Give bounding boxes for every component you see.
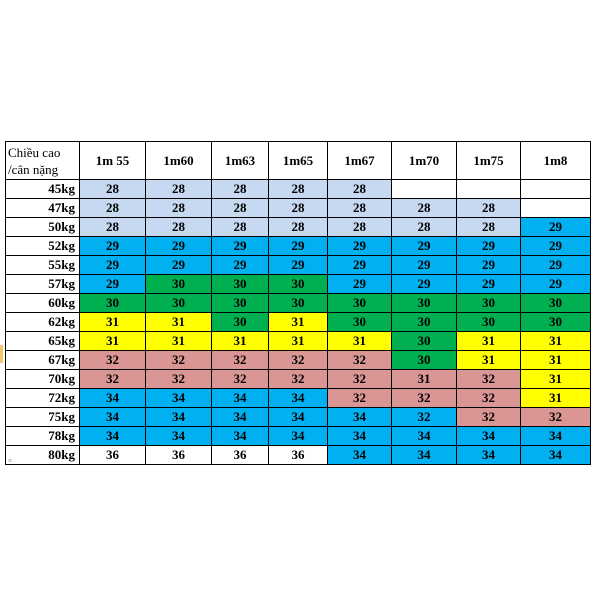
size-cell[interactable]: 29 (269, 237, 328, 256)
column-header[interactable]: 1m 55 (80, 142, 146, 180)
size-cell[interactable]: 30 (392, 294, 457, 313)
size-cell[interactable]: 28 (328, 180, 392, 199)
size-cell[interactable]: 28 (80, 199, 146, 218)
size-cell[interactable]: 34 (212, 389, 269, 408)
size-cell[interactable]: 32 (80, 351, 146, 370)
size-cell[interactable]: 34 (328, 446, 392, 465)
size-cell[interactable]: 36 (146, 446, 212, 465)
size-cell[interactable]: 30 (212, 313, 269, 332)
size-cell[interactable]: 29 (457, 275, 521, 294)
size-cell[interactable]: 28 (328, 199, 392, 218)
column-header[interactable]: 1m67 (328, 142, 392, 180)
size-cell[interactable]: 32 (392, 389, 457, 408)
size-cell[interactable]: 32 (212, 351, 269, 370)
table-row (6, 237, 591, 256)
size-cell[interactable]: 31 (521, 351, 591, 370)
size-cell[interactable]: 32 (392, 408, 457, 427)
row-header-weight[interactable]: 45kg (6, 180, 80, 199)
size-cell[interactable]: 29 (328, 275, 392, 294)
size-cell[interactable]: 29 (328, 237, 392, 256)
size-cell[interactable]: 34 (146, 427, 212, 446)
row-header-weight[interactable]: 65kg (6, 332, 80, 351)
table-row (6, 351, 591, 370)
size-cell[interactable]: 28 (146, 199, 212, 218)
table-row (6, 199, 591, 218)
size-cell[interactable]: 30 (521, 294, 591, 313)
size-cell[interactable]: 36 (269, 446, 328, 465)
row-header-weight[interactable]: 50kg (6, 218, 80, 237)
size-cell[interactable]: 29 (521, 256, 591, 275)
corner-header (6, 142, 80, 180)
size-cell[interactable]: 34 (80, 408, 146, 427)
table-row (6, 408, 591, 427)
size-cell[interactable]: 28 (269, 199, 328, 218)
size-cell[interactable]: 31 (146, 332, 212, 351)
table-row (6, 180, 591, 199)
size-cell[interactable]: 30 (269, 294, 328, 313)
column-header[interactable]: 1m70 (392, 142, 457, 180)
size-cell[interactable]: 34 (269, 427, 328, 446)
size-cell[interactable]: 34 (269, 389, 328, 408)
size-cell[interactable]: 32 (457, 370, 521, 389)
size-cell[interactable]: 28 (269, 180, 328, 199)
size-chart-table (5, 141, 591, 465)
size-cell[interactable]: 28 (392, 218, 457, 237)
row-header-weight[interactable]: 67kg (6, 351, 80, 370)
size-cell[interactable]: 34 (146, 389, 212, 408)
size-cell[interactable]: 32 (146, 351, 212, 370)
size-cell[interactable]: 32 (457, 389, 521, 408)
size-cell[interactable]: 32 (328, 370, 392, 389)
size-cell[interactable]: 30 (269, 275, 328, 294)
row-header-weight[interactable]: 72kg (6, 389, 80, 408)
size-cell[interactable]: 29 (392, 256, 457, 275)
size-cell[interactable]: 29 (269, 256, 328, 275)
size-cell[interactable]: 28 (212, 218, 269, 237)
size-cell[interactable]: 34 (392, 427, 457, 446)
column-header[interactable]: 1m65 (269, 142, 328, 180)
size-cell[interactable]: 29 (457, 256, 521, 275)
table-row (6, 294, 591, 313)
size-cell[interactable]: 30 (521, 313, 591, 332)
size-cell[interactable]: 29 (521, 275, 591, 294)
size-cell[interactable]: 30 (328, 313, 392, 332)
table-row (6, 389, 591, 408)
size-cell[interactable]: 28 (212, 180, 269, 199)
header-row (6, 142, 591, 180)
table-row (6, 313, 591, 332)
table-row (6, 332, 591, 351)
size-cell[interactable]: 30 (392, 351, 457, 370)
size-cell[interactable]: 29 (212, 237, 269, 256)
corner-line-1: Chiều cao (8, 144, 61, 160)
table-row (6, 427, 591, 446)
row-header-weight[interactable]: 75kg (6, 408, 80, 427)
size-cell[interactable]: 30 (328, 294, 392, 313)
size-cell[interactable]: 29 (521, 218, 591, 237)
size-cell[interactable]: 31 (392, 370, 457, 389)
size-cell[interactable]: 34 (328, 427, 392, 446)
size-cell[interactable]: 32 (80, 370, 146, 389)
size-cell[interactable] (521, 180, 591, 199)
cell-handle-icon: ° (8, 458, 12, 469)
size-cell[interactable]: 30 (212, 294, 269, 313)
size-cell[interactable]: 29 (80, 275, 146, 294)
size-cell[interactable]: 32 (269, 351, 328, 370)
table-row (6, 446, 591, 465)
row-header-weight[interactable]: 55kg (6, 256, 80, 275)
table-row (6, 218, 591, 237)
size-cell[interactable]: 30 (457, 313, 521, 332)
size-cell[interactable]: 34 (328, 408, 392, 427)
size-cell[interactable]: 29 (80, 237, 146, 256)
size-cell[interactable]: 34 (521, 427, 591, 446)
size-cell[interactable]: 29 (457, 237, 521, 256)
size-cell[interactable]: 32 (269, 370, 328, 389)
size-cell[interactable]: 36 (212, 446, 269, 465)
size-cell[interactable]: 31 (269, 313, 328, 332)
size-cell[interactable]: 34 (80, 427, 146, 446)
row-header-weight[interactable]: 60kg (6, 294, 80, 313)
size-cell[interactable] (392, 180, 457, 199)
size-cell[interactable]: 36 (80, 446, 146, 465)
size-cell[interactable]: 34 (212, 427, 269, 446)
size-cell[interactable] (457, 180, 521, 199)
size-cell[interactable]: 30 (212, 275, 269, 294)
row-header-weight[interactable]: 80kg (6, 446, 80, 465)
row-header-weight[interactable]: 62kg (6, 313, 80, 332)
column-header[interactable]: 1m8 (521, 142, 591, 180)
size-cell[interactable]: 29 (392, 237, 457, 256)
row-header-weight[interactable]: 57kg (6, 275, 80, 294)
size-cell[interactable]: 30 (80, 294, 146, 313)
size-cell[interactable]: 31 (146, 313, 212, 332)
size-cell[interactable]: 31 (80, 332, 146, 351)
size-cell[interactable]: 31 (457, 332, 521, 351)
size-cell[interactable]: 32 (212, 370, 269, 389)
size-cell[interactable]: 31 (521, 332, 591, 351)
size-cell[interactable]: 28 (212, 199, 269, 218)
size-cell[interactable]: 31 (457, 351, 521, 370)
size-cell[interactable]: 28 (146, 180, 212, 199)
size-cell[interactable]: 30 (392, 313, 457, 332)
size-cell[interactable]: 28 (457, 218, 521, 237)
size-cell[interactable]: 32 (457, 408, 521, 427)
size-cell[interactable]: 29 (328, 256, 392, 275)
size-cell[interactable]: 32 (146, 370, 212, 389)
size-cell[interactable]: 31 (521, 389, 591, 408)
size-cell[interactable]: 34 (457, 446, 521, 465)
column-header[interactable]: 1m63 (212, 142, 269, 180)
size-cell[interactable]: 34 (146, 408, 212, 427)
size-cell[interactable]: 31 (328, 332, 392, 351)
size-cell[interactable]: 28 (146, 218, 212, 237)
size-cell[interactable]: 31 (269, 332, 328, 351)
row-header-weight[interactable]: 70kg (6, 370, 80, 389)
size-cell[interactable]: 28 (392, 199, 457, 218)
table-row (6, 275, 591, 294)
table-row (6, 256, 591, 275)
size-cell[interactable]: 32 (328, 351, 392, 370)
size-cell[interactable]: 32 (328, 389, 392, 408)
column-header[interactable]: 1m60 (146, 142, 212, 180)
size-cell[interactable]: 31 (521, 370, 591, 389)
row-header-weight[interactable]: 47kg (6, 199, 80, 218)
size-cell[interactable]: 34 (457, 427, 521, 446)
size-cell[interactable]: 29 (521, 237, 591, 256)
size-cell[interactable]: 28 (457, 199, 521, 218)
size-cell[interactable]: 29 (212, 256, 269, 275)
size-cell[interactable]: 31 (80, 313, 146, 332)
size-cell[interactable]: 28 (80, 218, 146, 237)
size-cell[interactable]: 34 (521, 446, 591, 465)
size-cell[interactable]: 32 (521, 408, 591, 427)
size-cell[interactable]: 30 (392, 332, 457, 351)
size-cell[interactable]: 34 (392, 446, 457, 465)
size-cell[interactable]: 30 (146, 275, 212, 294)
column-header[interactable]: 1m75 (457, 142, 521, 180)
row-header-weight[interactable]: 52kg (6, 237, 80, 256)
size-cell[interactable]: 29 (146, 237, 212, 256)
size-cell[interactable]: 29 (80, 256, 146, 275)
size-cell[interactable]: 28 (269, 218, 328, 237)
corner-line-2: /cân nặng (8, 161, 59, 177)
size-cell[interactable]: 34 (80, 389, 146, 408)
row-header-weight[interactable]: 78kg (6, 427, 80, 446)
size-cell[interactable]: 28 (80, 180, 146, 199)
size-cell[interactable]: 28 (328, 218, 392, 237)
size-cell[interactable]: 30 (457, 294, 521, 313)
table-row (6, 370, 591, 389)
size-cell[interactable]: 31 (212, 332, 269, 351)
size-cell[interactable]: 34 (269, 408, 328, 427)
size-cell[interactable]: 30 (146, 294, 212, 313)
size-cell[interactable]: 29 (392, 275, 457, 294)
row-selection-marker (0, 345, 3, 363)
size-cell[interactable] (521, 199, 591, 218)
size-cell[interactable]: 34 (212, 408, 269, 427)
size-cell[interactable]: 29 (146, 256, 212, 275)
